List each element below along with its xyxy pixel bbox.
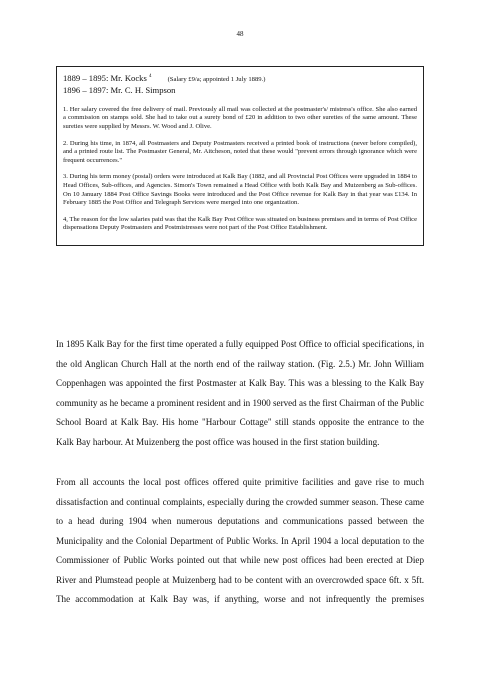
footnote-4: 4, The reason for the low salaries paid was that the Kalk Bay Post Office was situated on business premises and in terms of Post Office dispensations Deputy Postmasters and Postmistresses were not part of the Post Office Establishment.	[63, 215, 417, 232]
footnote-reference: 4	[148, 74, 152, 79]
body-paragraph-1: In 1895 Kalk Bay for the first time operated a fully equipped Post Office to official specifications, in the old Anglican Church Hall at the north end of the railway station. (Fig. 2.5.) Mr. John William Coppenhagen was appointed the first Postmaster at Kalk Bay. This was a blessing to the Kalk Bay community as he became a prominent resident and in 1900 served as the first Chairman of the Public School Board at Kalk Bay. His home "Harbour Cottage" still stands opposite the entrance to the Kalk Bay harbour. At Muizenberg the post office was housed in the first station building.	[56, 339, 424, 447]
footnote-1: 1. Her salary covered the free delivery of mail. Previously all mail was collected at the postmaster's/ mistress's office. She also earned a commission on stamps sold. She had to take out a surety bond of £20 in addition to two other sureties of the same amount. These sureties were supplied by Messrs. W. Wood and J. Olive.	[63, 105, 417, 131]
page-number: 48	[236, 30, 244, 38]
body-paragraph-2: From all accounts the local post offices offered quite primitive facilities and gave rise to much dissatisfaction and continual complaints, especially during the crowded summer season. These came to a head during 1904 when numerous deputations and communications passed between the Municipality and the Colonial Department of Public Works. In April 1904 a local deputation to the Commissioner of Public Works pointed out that while new post offices had been erected at Diep River and Plumstead people at Muizenberg had to be content with an overcrowded space 6ft. x 5ft. The accommodation at Kalk Bay was, if anything, worse and not infrequently the premises	[56, 477, 424, 605]
footnote-box	[56, 66, 424, 246]
footnote-3: 3. During his term money (postal) orders were introduced at Kalk Bay (1882, and all Provincial Post Offices were upgraded in 1884 to Head Offices, Sub-offices, and Agencies. Simon's Town remained a Head Office with both Kalk Bay and Muizenberg as Sub-offices. On 10 January 1884 Post Office Savings Books were introduced and the Post Office revenue for Kalk Bay in that year was £134. In February 1885 the Post Office and Telegraph Services were merged into one organization.	[63, 173, 417, 207]
salary-note: (Salary £9/a; appointed 1 July 1889.)	[167, 75, 266, 83]
postmaster-entry-2: 1896 – 1897: Mr. C. H. Simpson	[63, 84, 176, 95]
postmaster-entry-1-text: 1889 – 1895: Mr. Kocks	[63, 72, 147, 83]
postmaster-entry-1	[63, 71, 417, 85]
footnote-2: 2. During his time, in 1874, all Postmasters and Deputy Postmasters received a printed book of instructions (never before compiled), and a printed route list. The Postmaster General, Mr. Aitcheson, noted that these would "prevent errors through ignorance which were frequent occurrences."	[63, 139, 417, 164]
